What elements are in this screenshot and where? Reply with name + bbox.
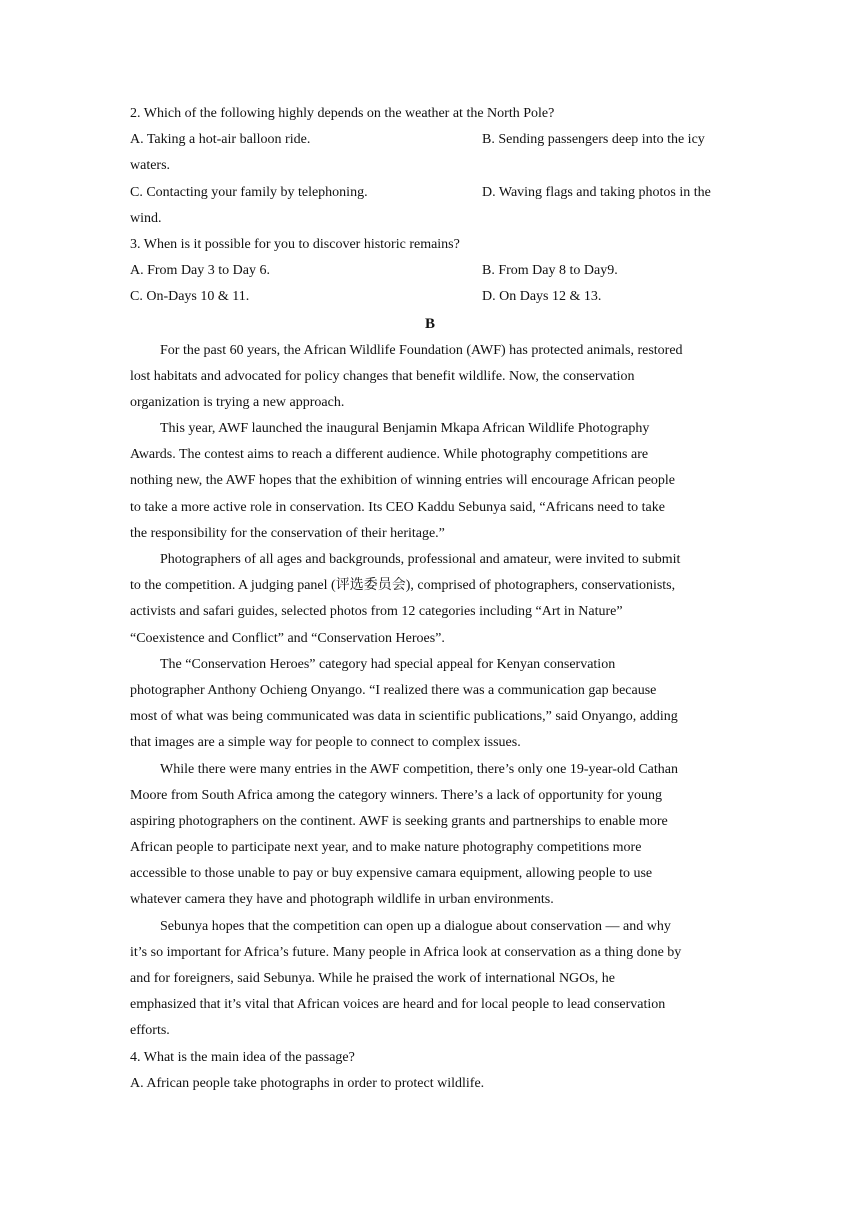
passage-line: the responsibility for the conservation of their heritage.” <box>130 525 445 541</box>
passage-paragraph <box>130 652 730 757</box>
question-2-stem: 2. Which of the following highly depends on the weather at the North Pole? <box>130 106 555 121</box>
passage <box>130 338 730 1045</box>
question-2-option-d: D. Waving flags and taking photos in the <box>482 184 711 200</box>
question-2-options-row-2 <box>130 180 730 206</box>
passage-line: accessible to those unable to pay or buy expensive camara equipment, allowing people to use <box>130 866 653 882</box>
passage-paragraph <box>130 547 730 652</box>
passage-line: lost habitats and advocated for policy changes that benefit wildlife. Now, the conservation <box>130 368 635 384</box>
passage-line: efforts. <box>130 1023 170 1039</box>
question-2-option-b: B. Sending passengers deep into the icy <box>482 132 705 148</box>
question-2-options-row-1 <box>130 127 730 153</box>
passage-line: Sebunya hopes that the competition can open up a dialogue about conservation — and why <box>160 918 671 934</box>
passage-line: The “Conservation Heroes” category had special appeal for Kenyan conservation <box>160 656 616 672</box>
question-3-option-a: A. From Day 3 to Day 6. <box>130 263 270 279</box>
question-3-option-d: D. On Days 12 & 13. <box>482 289 602 305</box>
passage-paragraph <box>130 338 730 417</box>
section-title: B <box>424 315 435 332</box>
passage-line: and for foreigners, said Sebunya. While he praised the work of international NGOs, he <box>130 971 615 986</box>
passage-line: it’s so important for Africa’s future. Many people in Africa look at conservation as a thing done by <box>130 944 682 960</box>
passage-line: For the past 60 years, the African Wildlife Foundation (AWF) has protected animals, restored <box>160 342 683 358</box>
question-3-options-row-2 <box>130 284 730 310</box>
passage-paragraph <box>130 416 730 547</box>
question-3-stem: 3. When is it possible for you to discover historic remains? <box>130 236 460 252</box>
passage-line: photographer Anthony Ochieng Onyango. “I realized there was a communication gap because <box>130 682 657 698</box>
passage-line: aspiring photographers on the continent. AWF is seeking grants and partnerships to enable more <box>130 813 668 829</box>
passage-line: Awards. The contest aims to reach a different audience. While photography competitions are <box>130 447 649 463</box>
question-2-option-d-continued: wind. <box>130 210 162 226</box>
passage-line: African people to participate next year, and to make nature photography competitions more <box>130 840 642 856</box>
passage-line: nothing new, the AWF hopes that the exhibition of winning entries will encourage African people <box>130 473 676 489</box>
question-3-options-row-1 <box>130 258 730 284</box>
document-page <box>130 101 730 1097</box>
passage-line: activists and safari guides, selected photos from 12 categories including “Art in Nature” <box>130 604 623 620</box>
passage-line: While there were many entries in the AWF competition, there’s only one 19-year-old Cathan <box>160 761 678 777</box>
question-3-option-b: B. From Day 8 to Day9. <box>482 263 618 279</box>
passage-line: “Coexistence and Conflict” and “Conservation Heroes”. <box>130 630 445 646</box>
question-4-stem: 4. What is the main idea of the passage? <box>130 1049 355 1065</box>
question-4-option-a: A. African people take photographs in order to protect wildlife. <box>130 1075 485 1091</box>
passage-line: to take a more active role in conservation. Its CEO Kaddu Sebunya said, “Africans need to take <box>130 499 665 515</box>
passage-line: Photographers of all ages and backgrounds, professional and amateur, were invited to submit <box>160 552 681 567</box>
passage-line: Moore from South Africa among the category winners. There’s a lack of opportunity for young <box>130 787 662 803</box>
passage-line: whatever camera they have and photograph wildlife in urban environments. <box>130 892 554 908</box>
passage-paragraph <box>130 757 730 914</box>
passage-paragraph <box>130 914 730 1045</box>
passage-line: that images are a simple way for people to connect to complex issues. <box>130 735 521 751</box>
passage-line: organization is trying a new approach. <box>130 394 345 410</box>
passage-line: emphasized that it’s vital that African voices are heard and for local people to lead conservation <box>130 997 666 1013</box>
passage-line: This year, AWF launched the inaugural Benjamin Mkapa African Wildlife Photography <box>160 421 650 437</box>
question-2-option-b-continued: waters. <box>130 158 171 174</box>
passage-line: most of what was being communicated was data in scientific publications,” said Onyango, adding <box>130 709 678 725</box>
question-2-option-c: C. Contacting your family by telephoning. <box>130 184 368 200</box>
passage-line: to the competition. A judging panel (评选委员会), comprised of photographers, conservationists, <box>130 578 676 594</box>
question-3-option-c: C. On-Days 10 & 11. <box>130 289 250 305</box>
question-2-option-a: A. Taking a hot-air balloon ride. <box>130 132 311 148</box>
